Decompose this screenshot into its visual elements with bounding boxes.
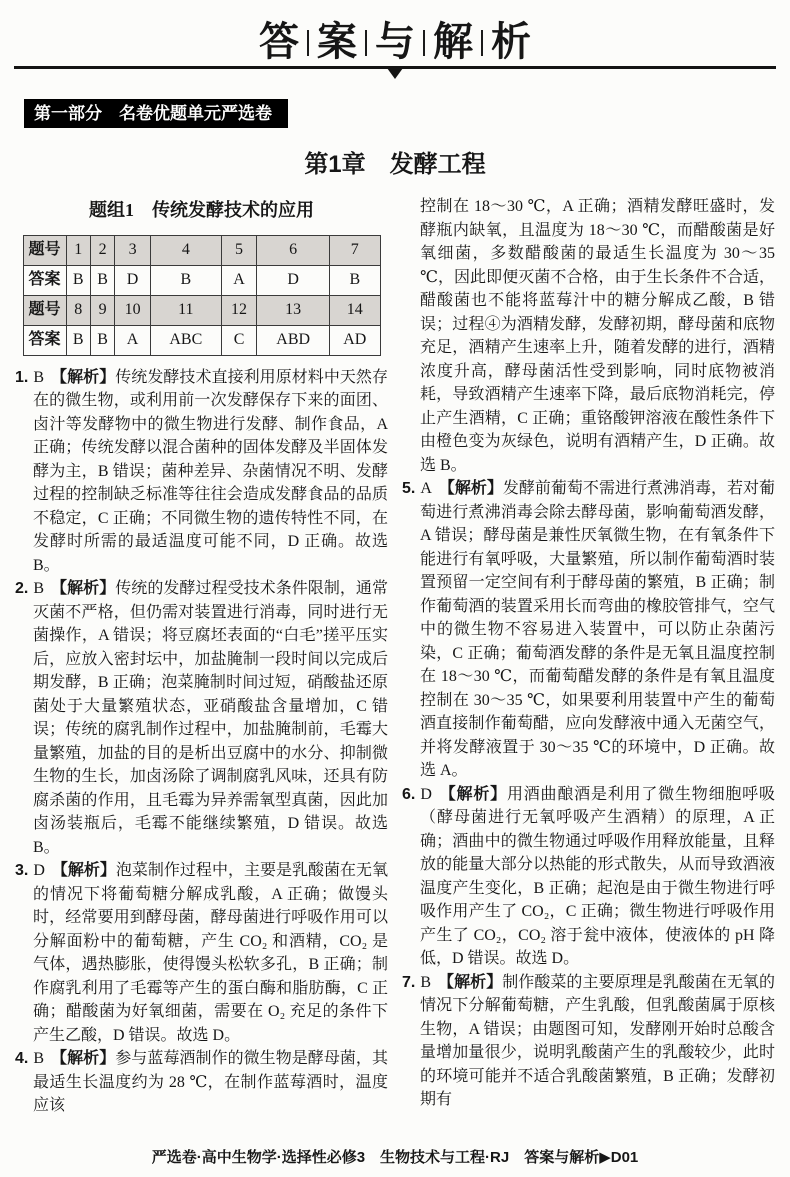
char-separator	[307, 30, 309, 56]
masthead-title	[0, 20, 790, 64]
solution-item-6	[402, 783, 775, 971]
item-number: 4.	[15, 1050, 29, 1067]
analysis-tag: 【解析】	[438, 480, 503, 497]
item-answer: B	[33, 580, 45, 597]
char-separator	[423, 30, 425, 56]
title-char: 析	[491, 19, 531, 64]
answer-cell: D	[257, 265, 330, 295]
answer-cell: 1	[66, 235, 90, 265]
row-label: 题号	[23, 295, 66, 325]
solution-item-7	[402, 971, 775, 1112]
analysis-tag: 【解析】	[51, 1050, 116, 1067]
solution-item-1	[15, 366, 388, 578]
solution-item-5	[402, 477, 775, 783]
title-char: 答	[259, 19, 299, 64]
table-row	[23, 295, 380, 325]
answer-cell: 5	[221, 235, 257, 265]
item-number: 1.	[15, 368, 29, 386]
solution-item-3	[15, 859, 388, 1047]
item-answer: D	[33, 862, 45, 879]
answer-cell: B	[66, 265, 90, 295]
answer-cell: B	[90, 325, 114, 355]
analysis-tag: 【解析】	[438, 785, 507, 803]
item-number: 7.	[402, 973, 416, 991]
answer-cell: 7	[330, 235, 380, 265]
continuation-text: 控制在 18～30 ℃，A 正确；酒精发酵旺盛时，发酵瓶内缺氧，且温度为 18～30 ℃，而醋酸菌是好氧细菌，多数醋酸菌的最适生长温度为 30～35 ℃，因此即便灭菌不合格，由于生长条件不合适，醋酸菌也不能将蓝莓汁中的糖分解成乙酸，B 错误；过程④为酒精发酵，发酵初期，酵母菌和底物充足，酒精产生速率上升，随着发酵的进行，酒精浓度升高，酵母菌活性受到影响，同时底物被消耗，导致酒精产生速率下降，最后底物消耗完，停止产生酒精，C 正确；重铬酸钾溶液在酸性条件下由橙色变为灰绿色，说明有酒精产生，D 正确。故选 B。	[420, 198, 775, 474]
answer-cell: 4	[150, 235, 221, 265]
row-label: 答案	[23, 265, 66, 295]
answer-cell: 11	[150, 295, 221, 325]
analysis-tag: 【解析】	[51, 368, 116, 386]
answer-cell: 3	[115, 235, 151, 265]
answer-cell: A	[115, 325, 151, 355]
answer-cell: D	[115, 265, 151, 295]
answer-cell: 2	[90, 235, 114, 265]
item-text: 传统发酵技术直接利用原材料中天然存在的微生物，或利用前一次发酵保存下来的面团、卤汁等发酵物中的微生物进行发酵、制作食品，A 正确；传统发酵以混合菌种的固体发酵及半固体发酵为主，B 错误；菌种差异、杂菌情况不明、发酵过程的控制缺乏标准等往往会造成发酵食品的品质不稳定，C 正确；不同微生物的遗传特性不同，在发酵时所需的最适温度可能不同，D 正确。故选 B。	[33, 368, 388, 574]
part-banner: 第一部分 名卷优题单元严选卷	[24, 99, 288, 128]
item-text: 传统的发酵过程受技术条件限制，通常灭菌不严格，但仍需对装置进行消毒，同时进行无菌操作，A 错误；将豆腐坯表面的“白毛”搓平压实后，应放入密封坛中，加盐腌制一段时间以完成后期发酵，B 正确；泡菜腌制时间过短，硝酸盐还原菌处于大量繁殖状态，亚硝酸盐含量增加，C 错误；传统的腐乳制作过程中，加盐腌制前，毛霉大量繁殖，加盐的目的是析出豆腐中的水分、抑制微生物的生长，加卤汤除了调制腐乳风味，还具有防腐杀菌的作用，且毛霉为异养需氧型真菌，因此加卤汤装瓶后，毛霉不能继续繁殖，D 错误。故选 B。	[33, 580, 388, 856]
item-text: 参与蓝莓酒制作的微生物是酵母菌，其最适生长温度约为 28 ℃，在制作蓝莓酒时，温度应该	[33, 1050, 388, 1114]
down-triangle-icon	[387, 68, 403, 79]
analysis-tag: 【解析】	[51, 580, 116, 597]
answer-cell: B	[150, 265, 221, 295]
row-label: 答案	[23, 325, 66, 355]
answer-cell: ABC	[150, 325, 221, 355]
item-answer: B	[33, 368, 45, 386]
item-number: 6.	[402, 785, 416, 803]
answer-cell: 14	[330, 295, 380, 325]
char-separator	[481, 30, 483, 56]
item-answer: B	[33, 1050, 45, 1067]
item-text: 发酵前葡萄不需进行煮沸消毒，若对葡萄进行煮沸消毒会除去酵母菌，影响葡萄酒发酵，A 错误；酵母菌是兼性厌氧微生物，在有氧条件下能进行有氧呼吸，大量繁殖，所以制作葡萄酒时装置预留一定空间有利于酵母菌的繁殖，B 正确；制作葡萄酒的装置采用长而弯曲的橡胶管排气，空气中的微生物不容易进入装置中，可以防止杂菌污染，C 正确；葡萄酒发酵的条件是无氧且温度控制在 18～30 ℃，而葡萄醋发酵的条件是有氧且温度控制在 30～35 ℃，如果要利用装置中产生的葡萄酒直接制作葡萄醋，应向发酵液中通入无菌空气，并将发酵液置于 30～35 ℃的环境中，D 正确。故选 A。	[420, 480, 775, 779]
title-char: 解	[433, 19, 473, 64]
answer-cell: ABD	[257, 325, 330, 355]
answer-cell: 8	[66, 295, 90, 325]
answer-cell: B	[66, 325, 90, 355]
title-char: 与	[375, 19, 415, 64]
answer-table	[23, 235, 381, 356]
two-column-body	[0, 195, 790, 1147]
answer-cell: 12	[221, 295, 257, 325]
item-text: 制作酸菜的主要原理是乳酸菌在无氧的情况下分解葡萄糖，产生乳酸，但乳酸菌属于原核生物，A 错误；由题图可知，发酵刚开始时总酸含量增加量很少，说明乳酸菌产生的乳酸较少，此时的环境可能并不适合乳酸菌繁殖，B 正确；发酵初期有	[420, 973, 775, 1108]
title-char: 案	[317, 19, 357, 64]
item-answer: D	[420, 785, 432, 803]
answer-cell: B	[90, 265, 114, 295]
answer-cell: 10	[115, 295, 151, 325]
header-rule	[14, 66, 776, 69]
item-text: 泡菜制作过程中，主要是乳酸菌在无氧的情况下将葡萄糖分解成乳酸，A 正确；做馒头时，经常要用到酵母菌，酵母菌进行呼吸作用可以分解面粉中的葡萄糖，产生 CO₂ 和酒精，CO₂ 是气体，遇热膨胀，使得馒头松软多孔，B 正确；制作腐乳利用了毛霉等产生的蛋白酶和脂肪酶，C 正确；醋酸菌为好氧细菌，需要在 O₂ 充足的条件下产生乙酸，D 错误。故选 D。	[33, 862, 388, 1044]
item-text: 用酒曲酿酒是利用了微生物细胞呼吸（酵母菌进行无氧呼吸产生酒精）的原理，A 正确；酒曲中的微生物通过呼吸作用释放能量，且释放的能量大部分以热能的形式散失，从而导致酒液温度产生变化，B 正确；起泡是由于微生物进行呼吸作用产生了 CO₂，C 正确；微生物进行呼吸作用产生了 CO₂，CO₂ 溶于瓮中液体，使液体的 pH 降低，D 错误。故选 D。	[420, 785, 775, 967]
answer-cell: 6	[257, 235, 330, 265]
chapter-title: 第1章 发酵工程	[304, 151, 486, 178]
answer-cell: B	[330, 265, 380, 295]
group-title: 题组1 传统发酵技术的应用	[89, 200, 314, 220]
answer-cell: 13	[257, 295, 330, 325]
answer-cell: A	[221, 265, 257, 295]
solution-item-2	[15, 577, 388, 859]
item-answer: A	[420, 480, 432, 497]
analysis-tag: 【解析】	[51, 862, 116, 879]
char-separator	[365, 30, 367, 56]
row-label: 题号	[23, 235, 66, 265]
item-number: 3.	[15, 862, 29, 879]
table-row	[23, 265, 380, 295]
answer-cell: AD	[330, 325, 380, 355]
item-number: 2.	[15, 580, 29, 597]
right-column	[402, 195, 775, 1147]
left-column	[15, 195, 388, 1147]
answer-cell: 9	[90, 295, 114, 325]
solution-item-4	[15, 1047, 388, 1118]
page-footer: 严选卷·高中生物学·选择性必修3 生物技术与工程·RJ 答案与解析▶D01	[151, 1149, 639, 1166]
table-row	[23, 325, 380, 355]
item-answer: B	[420, 973, 432, 991]
answer-cell: C	[221, 325, 257, 355]
table-row	[23, 235, 380, 265]
item-number: 5.	[402, 480, 416, 497]
analysis-tag: 【解析】	[438, 973, 503, 991]
